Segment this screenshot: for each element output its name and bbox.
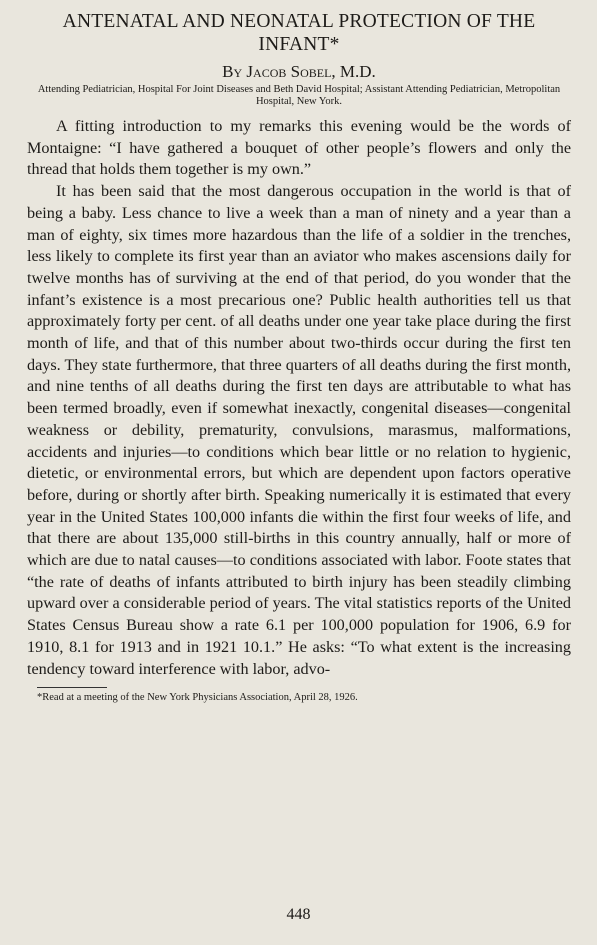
article-body xyxy=(27,116,571,680)
author-affiliation: Attending Pediatrician, Hospital For Joint Diseases and Beth David Hospital; Assistant Attending Pediatrician, Metropolitan Hospital, New York. xyxy=(37,84,561,107)
footnote: *Read at a meeting of the New York Physicians Association, April 28, 1926. xyxy=(37,692,358,704)
footnote-rule xyxy=(37,687,107,688)
article-author: By Jacob Sobel, M.D. xyxy=(222,62,376,81)
article-title: ANTENATAL AND NEONATAL PROTECTION OF THE INFANT* xyxy=(62,11,536,55)
body-paragraph: A fitting introduction to my remarks this evening would be the words of Montaigne: “I have gathered a bouquet of other people’s flowers and only the thread that holds them together is my own.” xyxy=(27,117,571,179)
body-paragraph: It has been said that the most dangerous occupation in the world is that of being a baby. Less chance to live a week than a man of ninety and a year than a man of eighty, six times more hazardous than the life of a soldier in the trenches, less likely to complete its first year than an aviator who makes ascensions daily for twelve months has of surviving at the end of that period, do you wonder that the infant’s existence is a most precarious one? Public health authorities tell us that approximately forty per cent. of all deaths under one year take place during the first month of life, and that of this number about two-thirds occur during the first ten days. They state furthermore, that three quarters of all deaths during the first month, and nine tenths of all deaths during the first ten days are attributable to what has been termed broadly, even if somewhat inexactly, congenital diseases—congenital weakness or debility, prematurity, convulsions, marasmus, malformations, accidents and injuries—to conditions which bear little or no relation to hygienic, dietetic, or environmental errors, but which are dependent upon factors operative before, during or shortly after birth. Speaking numerically it is estimated that every year in the United States 100,000 infants die within the first four weeks of life, and that there are about 135,000 still-births in this country annually, half or more of which are due to natal causes—to conditions associated with labor. Foote states that “the rate of deaths of infants attributed to birth injury has been steadily climbing upward over a considerable period of years. The vital statistics reports of the United States Census Bureau show a rate 6.1 per 100,000 population for 1906, 6.9 for 1910, 8.1 for 1913 and in 1921 10.1.” He asks: “To what extent is the increasing tendency toward interference with labor, advo- xyxy=(27,182,571,678)
page-number: 448 xyxy=(286,906,311,923)
